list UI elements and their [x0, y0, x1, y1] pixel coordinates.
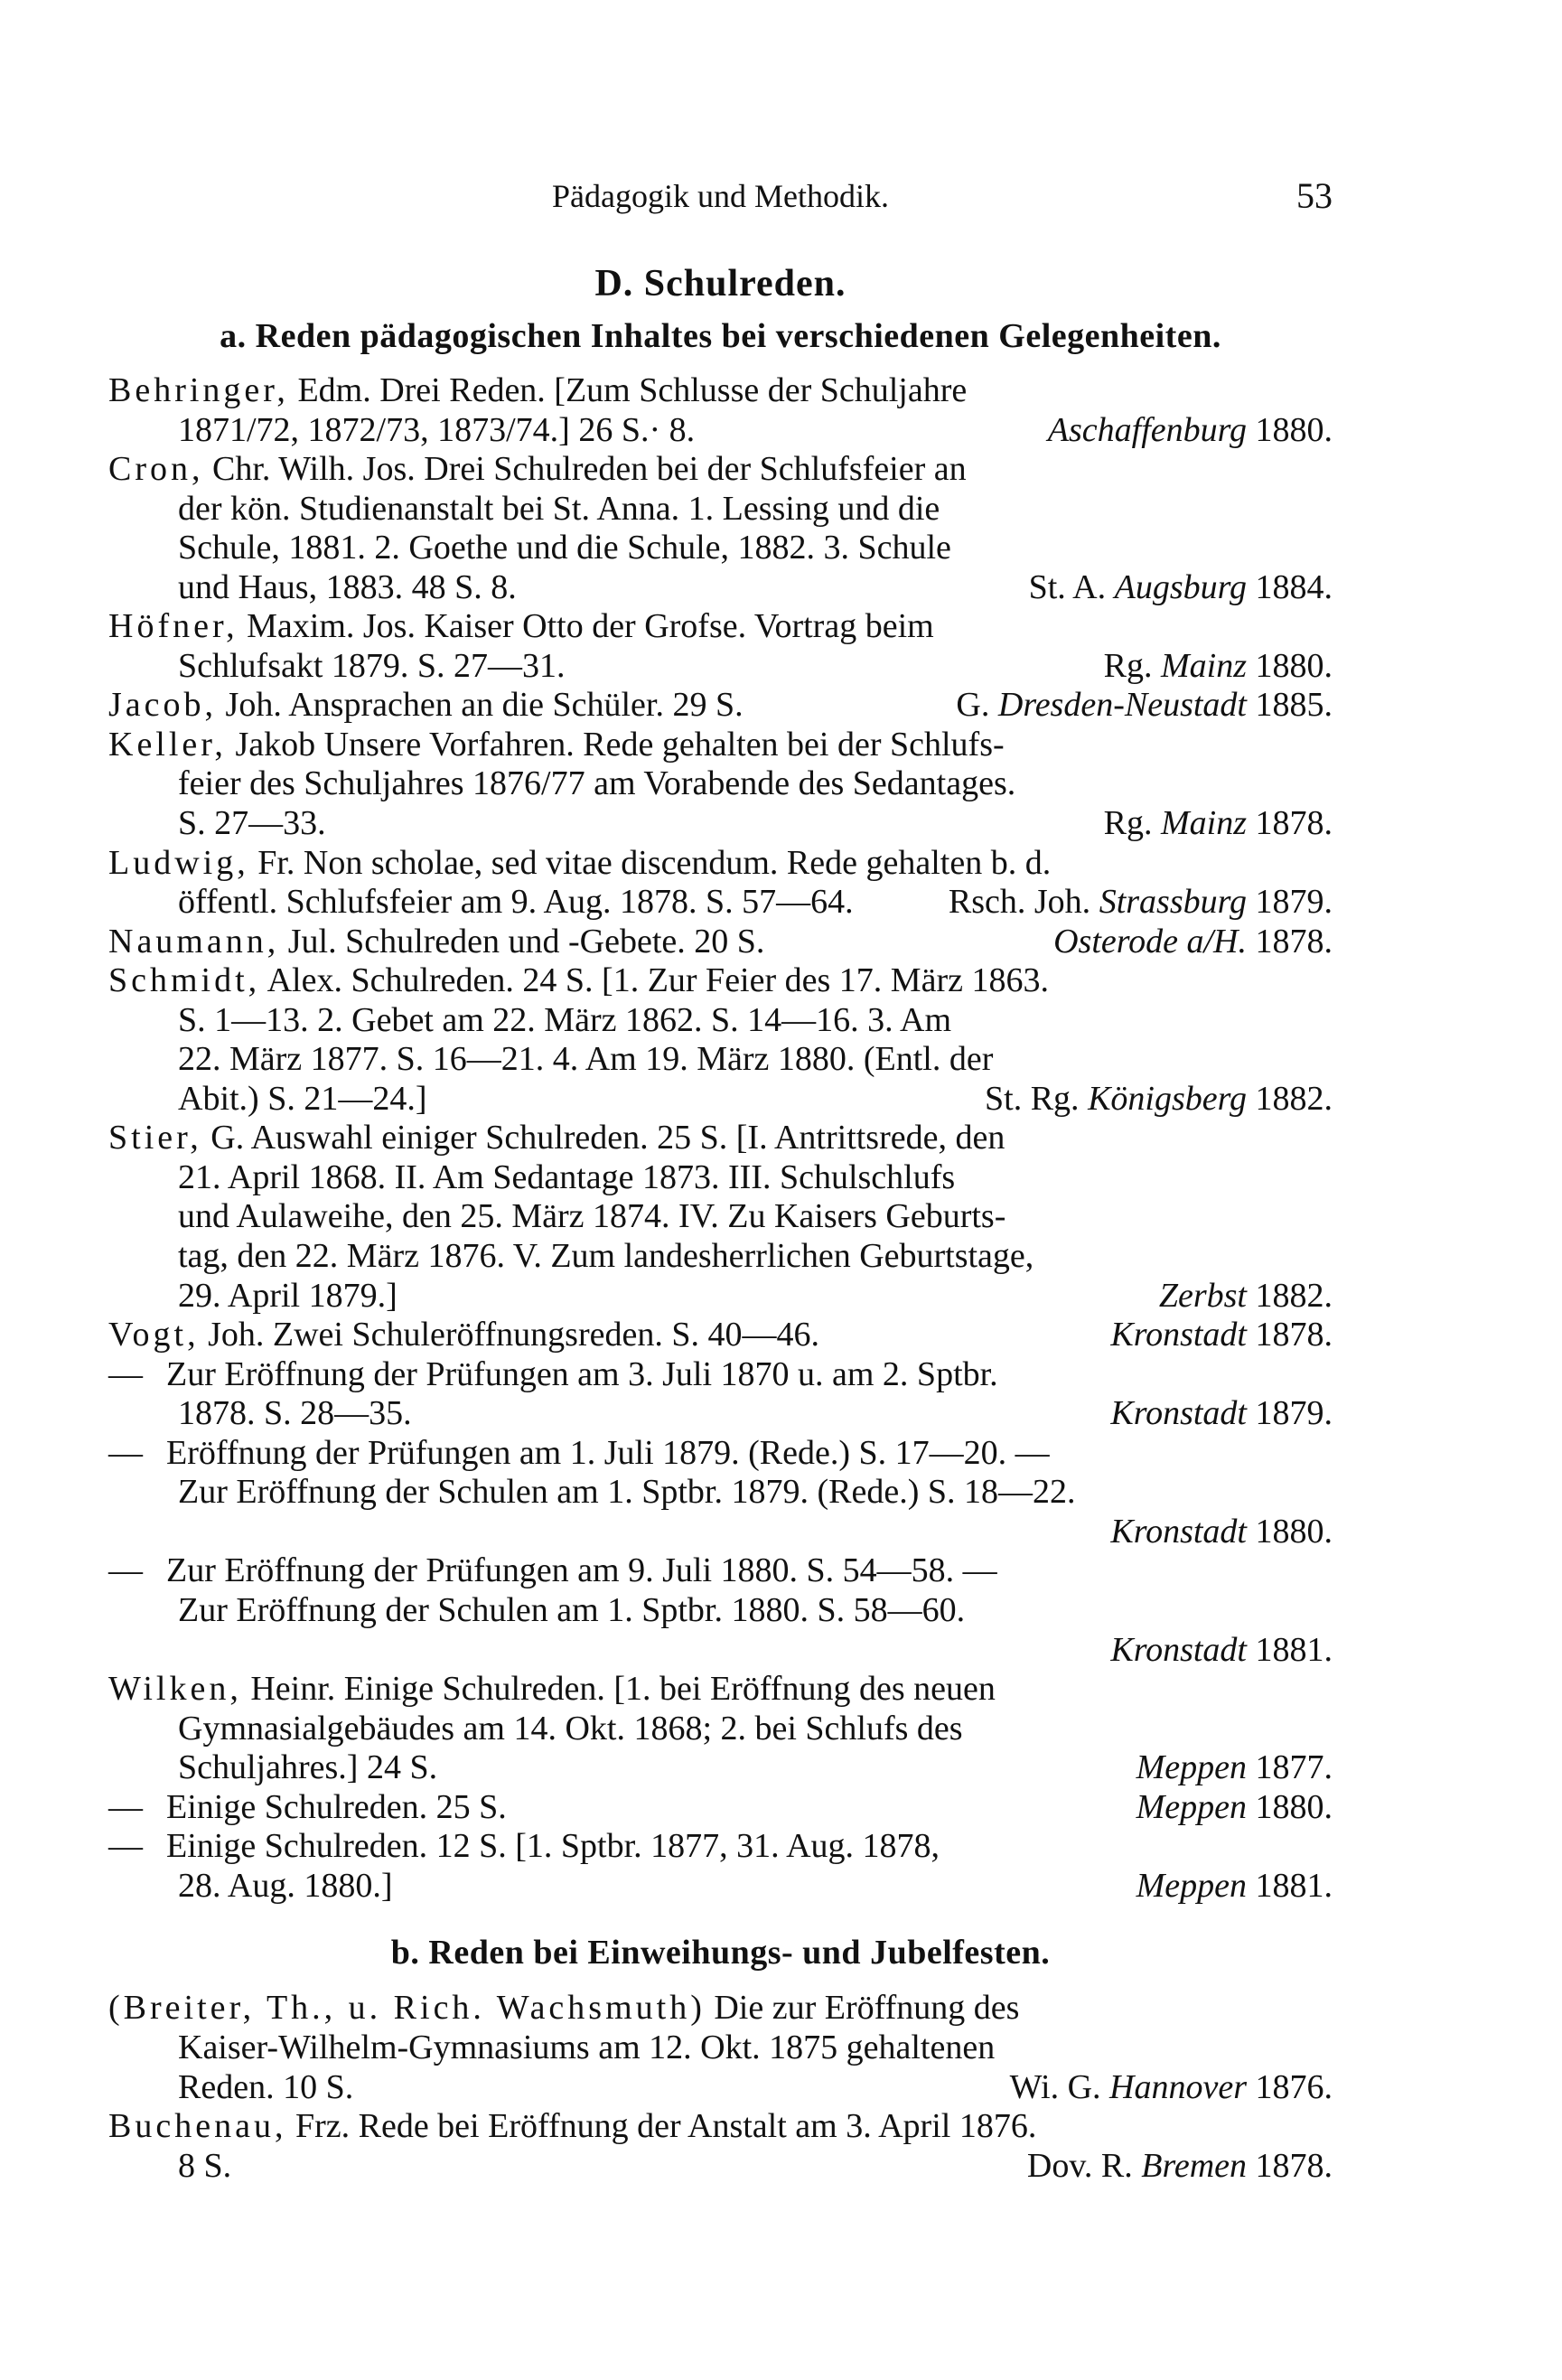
entry-body: 22. März 1877. S. 16—21. 4. Am 19. März 1880. (Entl. der: [178, 1040, 994, 1079]
entry-text: [108, 844, 1051, 884]
entry-line: [108, 1670, 1333, 1710]
entry-body: 1871/72, 1872/73, 1873/74.] 26 S.· 8.: [178, 410, 696, 449]
entry-body: Einige Schulreden. 25 S.: [166, 1787, 507, 1826]
entry-body: und Haus, 1883. 48 S. 8.: [178, 567, 517, 606]
ditto-dash: —: [108, 1433, 143, 1472]
entry-body: Reden. 10 S.: [178, 2067, 354, 2106]
entry-body: Frz. Rede bei Eröffnung der Anstalt am 3. April 1876.: [286, 2107, 1037, 2146]
entry-text: [178, 1748, 437, 1788]
place-name: Meppen: [1136, 1748, 1247, 1787]
entry-text: [178, 1237, 1034, 1277]
entry-body: 28. Aug. 1880.]: [178, 1866, 393, 1905]
entry-body: Einige Schulreden. 12 S. [1. Sptbr. 1877, 31. Aug. 1878,: [166, 1827, 940, 1866]
entry-text: [178, 529, 951, 568]
author-name: Schmidt,: [108, 961, 261, 1000]
subsection-a-title: a. Reden pädagogischen Inhaltes bei verschiedenen Gelegenheiten.: [220, 317, 1221, 355]
entry-line: [108, 1119, 1333, 1158]
entry-text: [108, 607, 934, 647]
publisher: G.: [956, 686, 998, 725]
entry-body: tag, den 22. März 1876. V. Zum landesherrlichen Geburtstage,: [178, 1237, 1034, 1276]
entry-body: S. 27—33.: [178, 804, 326, 843]
imprint: [1136, 1788, 1333, 1828]
entry-text: [178, 804, 326, 844]
page-number: 53: [1296, 175, 1333, 216]
running-header: [108, 173, 1333, 219]
year: 1884.: [1247, 567, 1333, 606]
entry-body: 21. April 1868. II. Am Sedantage 1873. III. Schulschlufs: [178, 1157, 956, 1196]
year: 1876.: [1247, 2067, 1333, 2106]
entry-dash-line: [108, 1551, 1333, 1591]
place-name: Augsburg: [1114, 567, 1247, 606]
place-name: Mainz: [1161, 646, 1247, 685]
entry-body: Zur Eröffnung der Schulen am 1. Sptbr. 1880. S. 58—60.: [178, 1590, 966, 1629]
entry-text: [178, 2068, 353, 2108]
imprint: [1110, 1316, 1333, 1355]
year: 1880.: [1247, 410, 1333, 449]
ditto-dash: —: [108, 1354, 143, 1393]
entry-line: [108, 686, 1333, 726]
entry-continuation-line: [108, 1197, 1333, 1237]
entry-text: [178, 1591, 965, 1631]
entry-text: [178, 1394, 412, 1434]
entry-body: und Aulaweihe, den 25. März 1874. IV. Zu Kaisers Geburts-: [178, 1197, 1006, 1236]
running-title: Pädagogik und Methodik.: [552, 178, 889, 214]
entry-body: Schuljahres.] 24 S.: [178, 1748, 438, 1787]
place-name: Zerbst: [1158, 1276, 1247, 1315]
year: 1885.: [1247, 686, 1333, 725]
place-name: Mainz: [1161, 804, 1247, 843]
entry-text: [108, 1788, 507, 1828]
year: 1878.: [1247, 922, 1333, 960]
entry-body: G. Auswahl einiger Schulreden. 25 S. [I. Antrittsrede, den: [201, 1119, 1005, 1157]
entry-body: Joh. Zwei Schuleröffnungsreden. S. 40—46.: [199, 1316, 819, 1354]
place-name: Kronstadt: [1110, 1512, 1247, 1551]
entry-text: [108, 2107, 1036, 2147]
author-name: Cron,: [108, 450, 204, 489]
publisher: Wi. G.: [1009, 2067, 1110, 2106]
entry-continuation-line: [108, 1394, 1333, 1434]
entry-continuation-line: [108, 647, 1333, 687]
entry-body: Zur Eröffnung der Prüfungen am 3. Juli 1870 u. am 2. Sptbr.: [166, 1354, 998, 1393]
place-name: Dresden-Neustadt: [997, 686, 1247, 725]
ditto-dash: —: [108, 1787, 143, 1826]
entry-body: Fr. Non scholae, sed vitae discendum. Rede gehalten b. d.: [248, 843, 1052, 882]
place-name: Kronstadt: [1110, 1316, 1247, 1354]
entry-text: [108, 1670, 996, 1710]
year: 1880.: [1247, 646, 1333, 685]
entry-continuation-line: [108, 883, 1333, 923]
entry-body: Kaiser-Wilhelm-Gymnasiums am 12. Okt. 1875 gehaltenen: [178, 2028, 996, 2066]
entry-body: S. 1—13. 2. Gebet am 22. März 1862. S. 14—16. 3. Am: [178, 1000, 952, 1039]
entry-body: Die zur Eröffnung des: [705, 1989, 1020, 2028]
place-name: Hannover: [1109, 2067, 1247, 2106]
entry-body: Edm. Drei Reden. [Zum Schlusse der Schuljahre: [288, 371, 968, 409]
entry-continuation-line: [108, 804, 1333, 844]
entry-text: [108, 1827, 940, 1867]
year: 1877.: [1247, 1748, 1333, 1787]
publisher: Dov. R.: [1026, 2146, 1142, 2185]
imprint: [1110, 1394, 1333, 1434]
entry-body: Zur Eröffnung der Prüfungen am 9. Juli 1880. S. 54—58. —: [166, 1551, 997, 1590]
entry-line: [108, 450, 1333, 490]
imprint: [1136, 1748, 1333, 1788]
year: 1879.: [1247, 883, 1333, 922]
entry-list-a: [108, 371, 1333, 1906]
entry-dash-line: [108, 1827, 1333, 1867]
entry-text: [178, 1867, 393, 1907]
entry-body: 29. April 1879.]: [178, 1276, 398, 1315]
imprint: [1029, 568, 1333, 608]
author-name: Ludwig,: [108, 843, 249, 882]
imprint: [1053, 923, 1333, 962]
entry-line: [108, 371, 1333, 411]
year: 1880.: [1247, 1787, 1333, 1826]
year: 1878.: [1247, 1316, 1333, 1354]
publisher: Rg.: [1103, 646, 1161, 685]
place-name: Osterode a/H.: [1053, 922, 1247, 960]
imprint: [956, 686, 1333, 726]
entry-continuation-line: [108, 1001, 1333, 1041]
imprint: [949, 883, 1333, 923]
entry-text: [178, 1040, 993, 1080]
entry-continuation-line: [108, 2029, 1333, 2068]
entry-body: Gymnasialgebäudes am 14. Okt. 1868; 2. bei Schlufs des: [178, 1709, 963, 1748]
entry-line: [108, 2107, 1333, 2147]
place-name: Meppen: [1136, 1787, 1247, 1826]
place-name: Königsberg: [1088, 1079, 1247, 1118]
place-name: Aschaffenburg: [1047, 410, 1247, 449]
entry-dash-line: [108, 1434, 1333, 1474]
entry-text: [108, 1316, 819, 1355]
year: 1881.: [1247, 1866, 1333, 1905]
entry-text: [178, 1080, 427, 1120]
entry-continuation-line: [108, 1277, 1333, 1316]
imprint: [1010, 2068, 1333, 2108]
publisher: Rsch. Joh.: [948, 883, 1099, 922]
entry-text: [178, 490, 940, 529]
entry-text: [178, 568, 517, 608]
entry-text: [178, 2147, 231, 2187]
entry-dash-line: [108, 1788, 1333, 1828]
entry-text: [108, 726, 1005, 765]
author-name: Buchenau,: [108, 2107, 287, 2146]
entry-body: Abit.) S. 21—24.]: [178, 1079, 427, 1118]
year: 1881.: [1247, 1630, 1333, 1669]
imprint: [1104, 647, 1333, 687]
entry-body: Maxim. Jos. Kaiser Otto der Grofse. Vortrag beim: [238, 607, 934, 646]
imprint: [985, 1080, 1333, 1120]
place-name: Kronstadt: [1110, 1630, 1247, 1669]
entry-line: [108, 1989, 1333, 2029]
author-name: Jacob,: [108, 686, 218, 725]
author-name: Behringer,: [108, 371, 289, 409]
entry-continuation-line: [108, 2147, 1333, 2187]
entry-continuation-line: [108, 1158, 1333, 1198]
year: 1879.: [1247, 1394, 1333, 1433]
entry-body: Heinr. Einige Schulreden. [1. bei Eröffnung des neuen: [241, 1670, 996, 1709]
entry-continuation-line: [108, 1080, 1333, 1120]
entry-text: [178, 764, 1015, 804]
entry-line: [108, 607, 1333, 647]
imprint: [1159, 1277, 1333, 1316]
entry-body: 1878. S. 28—35.: [178, 1394, 412, 1433]
entry-continuation-line: [108, 568, 1333, 608]
imprint: [1027, 2147, 1333, 2187]
entry-text: [178, 2029, 995, 2068]
section-title: D. Schulreden.: [594, 263, 846, 305]
author-name: Keller,: [108, 725, 227, 764]
entry-body: Jakob Unsere Vorfahren. Rede gehalten bei der Schlufs-: [226, 725, 1005, 764]
entry-text: [108, 1119, 1005, 1158]
entry-text: [178, 1158, 955, 1198]
entry-text: [178, 1473, 1076, 1513]
entry-text: [108, 1434, 1050, 1474]
author-name: Stier,: [108, 1119, 202, 1157]
entry-continuation-line: [108, 1040, 1333, 1080]
subsection-b-title: b. Reden bei Einweihungs- und Jubelfesten.: [390, 1934, 1051, 1972]
imprint: [1104, 804, 1333, 844]
place-name: Kronstadt: [1110, 1394, 1247, 1433]
place-name: Meppen: [1136, 1866, 1247, 1905]
imprint: [1110, 1513, 1333, 1552]
entry-continuation-line: [108, 411, 1333, 451]
entry-text: [108, 371, 967, 411]
entry-body: Alex. Schulreden. 24 S. [1. Zur Feier des 17. März 1863.: [260, 961, 1049, 1000]
entry-text: [178, 883, 854, 923]
entry-body: feier des Schuljahres 1876/77 am Vorabende des Sedantages.: [178, 764, 1016, 803]
entry-text: [108, 686, 744, 726]
publisher: St. Rg.: [985, 1079, 1089, 1118]
entry-text: [178, 647, 566, 687]
entry-line: [108, 923, 1333, 962]
entry-line: [108, 1316, 1333, 1355]
entry-body: Schule, 1881. 2. Goethe und die Schule, 1882. 3. Schule: [178, 529, 951, 567]
imprint: [1048, 411, 1333, 451]
place-name: Bremen: [1141, 2146, 1247, 2185]
entry-continuation-line: [108, 1748, 1333, 1788]
entry-text: [108, 961, 1049, 1001]
year: 1882.: [1247, 1079, 1333, 1118]
entry-text: [108, 1355, 998, 1395]
entry-continuation-line: [108, 1631, 1333, 1671]
imprint: [1110, 1631, 1333, 1671]
year: 1878.: [1247, 804, 1333, 843]
entry-body: Schlufsakt 1879. S. 27—31.: [178, 646, 566, 685]
entry-continuation-line: [108, 490, 1333, 529]
entry-continuation-line: [108, 1473, 1333, 1513]
ditto-dash: —: [108, 1551, 143, 1590]
entry-body: Eröffnung der Prüfungen am 1. Juli 1879. (Rede.) S. 17—20. —: [166, 1433, 1050, 1472]
author-name: Wilken,: [108, 1670, 242, 1709]
entry-dash-line: [108, 1355, 1333, 1395]
entry-continuation-line: [108, 764, 1333, 804]
entry-continuation-line: [108, 1867, 1333, 1907]
entry-text: [108, 923, 764, 962]
publisher: Rg.: [1103, 804, 1161, 843]
imprint: [1136, 1867, 1333, 1907]
entry-body: der kön. Studienanstalt bei St. Anna. 1. Lessing und die: [178, 489, 940, 528]
entry-text: [108, 1989, 1019, 2029]
entry-continuation-line: [108, 1513, 1333, 1552]
entry-text: [178, 1277, 398, 1316]
entry-body: öffentl. Schlufsfeier am 9. Aug. 1878. S. 57—64.: [178, 883, 854, 922]
entry-continuation-line: [108, 1237, 1333, 1277]
year: 1880.: [1247, 1512, 1333, 1551]
author-name: Vogt,: [108, 1316, 200, 1354]
entry-list-b: [108, 1989, 1333, 2186]
place-name: Strassburg: [1099, 883, 1247, 922]
entry-line: [108, 726, 1333, 765]
ditto-dash: —: [108, 1827, 143, 1866]
entry-text: [178, 1197, 1005, 1237]
entry-text: [108, 450, 967, 490]
entry-body: Chr. Wilh. Jos. Drei Schulreden bei der Schlufsfeier an: [203, 450, 967, 489]
entry-continuation-line: [108, 1591, 1333, 1631]
entry-text: [178, 411, 695, 451]
year: 1882.: [1247, 1276, 1333, 1315]
year: 1878.: [1247, 2146, 1333, 2185]
entry-text: [108, 1551, 997, 1591]
entry-body: Zur Eröffnung der Schulen am 1. Sptbr. 1879. (Rede.) S. 18—22.: [178, 1473, 1076, 1512]
author-name: Naumann,: [108, 922, 280, 960]
entry-text: [178, 1001, 951, 1041]
entry-continuation-line: [108, 2068, 1333, 2108]
entry-line: [108, 844, 1333, 884]
entry-continuation-line: [108, 529, 1333, 568]
entry-body: Joh. Ansprachen an die Schüler. 29 S.: [217, 686, 744, 725]
entry-text: [178, 1710, 963, 1749]
entry-body: Jul. Schulreden und -Gebete. 20 S.: [279, 922, 765, 960]
publisher: St. A.: [1028, 567, 1115, 606]
entry-continuation-line: [108, 1710, 1333, 1749]
author-name: (Breiter, Th., u. Rich. Wachsmuth): [108, 1989, 706, 2028]
entry-body: 8 S.: [178, 2146, 232, 2185]
entry-line: [108, 961, 1333, 1001]
author-name: Höfner,: [108, 607, 239, 646]
